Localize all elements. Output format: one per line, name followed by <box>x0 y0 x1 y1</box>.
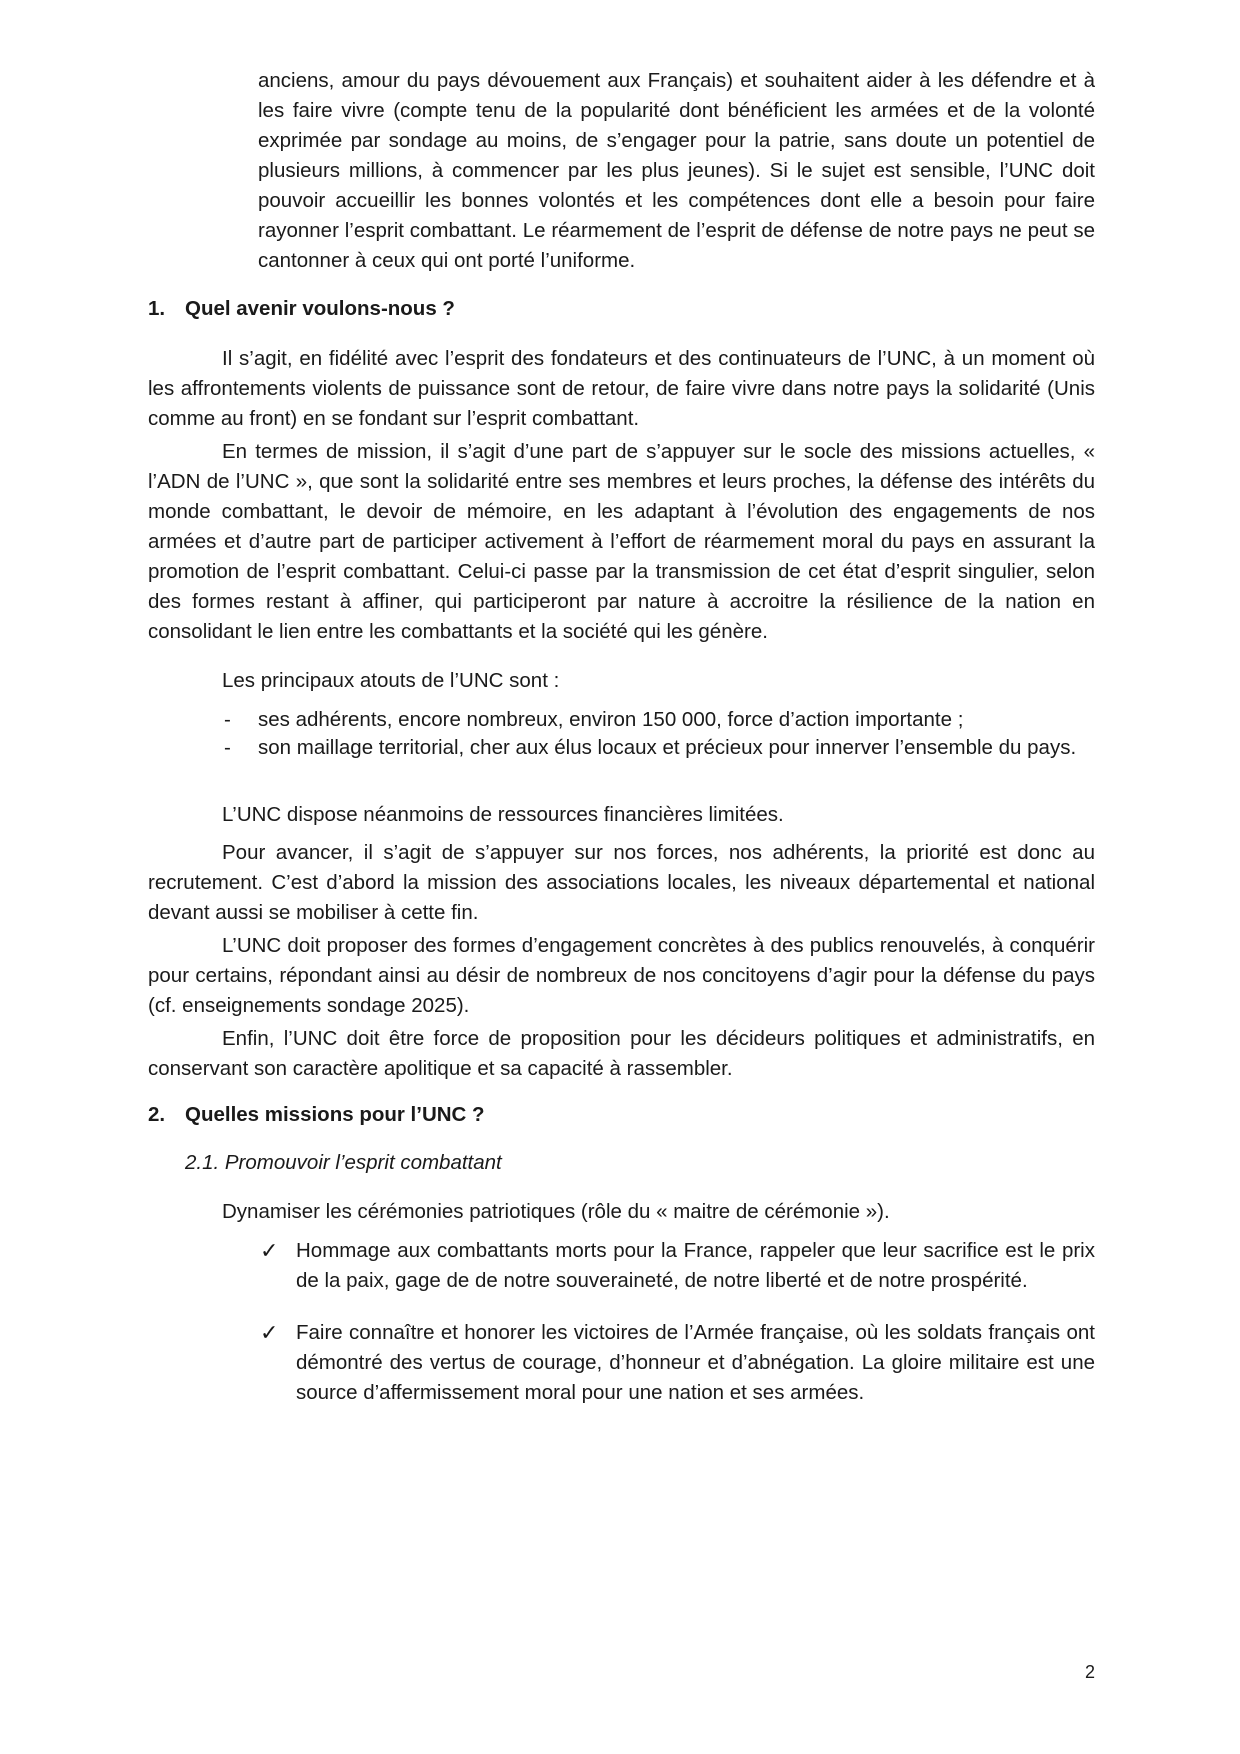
section-1-paragraph-5: Pour avancer, il s’agit de s’appuyer sur nos forces, nos adhérents, la priorité est donc au recrutement. C’est d’abord la mission des associations locales, les niveaux départemental et national devant aussi se mobiliser à cette fin. <box>148 841 1095 924</box>
subsection-2-1-title: 2.1. Promouvoir l’esprit combattant <box>185 1151 502 1174</box>
section-2-intro: Dynamiser les cérémonies patriotiques (rôle du « maitre de cérémonie »). <box>222 1200 890 1223</box>
check-icon: ✓ <box>260 1238 279 1263</box>
section-2-title: Quelles missions pour l’UNC ? <box>185 1103 485 1126</box>
list-item-text: ses adhérents, encore nombreux, environ 150 000, force d’action importante ; <box>258 708 964 731</box>
section-1-paragraph-7: Enfin, l’UNC doit être force de proposition pour les décideurs politiques et administratifs, en conservant son caractère apolitique et sa capacité à rassembler. <box>148 1027 1095 1080</box>
section-1-paragraph-1: Il s’agit, en fidélité avec l’esprit des fondateurs et des continuateurs de l’UNC, à un moment où les affrontements violents de puissance sont de retour, de faire vivre dans notre pays la solidarité (Unis comme au front) en se fondant sur l’esprit combattant. <box>148 347 1095 430</box>
section-1-paragraph-3: Les principaux atouts de l’UNC sont : <box>222 669 560 692</box>
dash-marker: - <box>224 736 231 759</box>
list-item <box>224 705 1095 735</box>
section-1-paragraph-2: En termes de mission, il s’agit d’une part de s’appuyer sur le socle des missions actuelles, « l’ADN de l’UNC », que sont la solidarité entre ses membres et leurs proches, la défense des intérêts du monde combattant, le devoir de mémoire, en les adaptant à l’évolution des engagements de nos armées et d’autre part de participer activement à l’effort de réarmement moral du pays en assurant la promotion de l’esprit combattant. Celui-ci passe par la transmission de cet état d’esprit singulier, selon des formes restant à affiner, qui participeront par nature à accroitre la résilience de la nation en consolidant le lien entre les combattants et la société qui les génère. <box>148 440 1095 643</box>
check-list-item-text: Faire connaître et honorer les victoires de l’Armée française, où les soldats français ont démontré des vertus de courage, d’honneur et d’abnégation. La gloire militaire est une source d’affermissement moral pour une nation et ses armées. <box>296 1321 1095 1404</box>
section-1-heading <box>148 294 455 324</box>
continuation-paragraph: anciens, amour du pays dévouement aux Français) et souhaitent aider à les défendre et à les faire vivre (compte tenu de la popularité dont bénéficient les armées et de la volonté exprimée par sondage au moins, de s’engager pour la patrie, sans doute un potentiel de plusieurs millions, à commencer par les plus jeunes). Si le sujet est sensible, l’UNC doit pouvoir accueillir les bonnes volontés et les compétences dont elle a besoin pour faire rayonner l’esprit combattant. Le réarmement de l’esprit de défense de notre pays ne peut se cantonner à ceux qui ont porté l’uniforme. <box>258 69 1095 272</box>
section-1-title: Quel avenir voulons-nous ? <box>185 297 455 320</box>
check-icon: ✓ <box>260 1320 279 1345</box>
section-1-number: 1. <box>148 297 166 320</box>
check-list-item-text: Hommage aux combattants morts pour la France, rappeler que leur sacrifice est le prix de la paix, gage de de notre souveraineté, de notre liberté et de notre prospérité. <box>296 1239 1095 1292</box>
page-number: 2 <box>1084 1662 1095 1682</box>
check-list-item <box>260 1236 1095 1296</box>
list-item-text: son maillage territorial, cher aux élus locaux et précieux pour innerver l’ensemble du pays. <box>258 736 1077 759</box>
section-1-paragraph-4: L’UNC dispose néanmoins de ressources financières limitées. <box>222 803 784 826</box>
check-list-item <box>260 1318 1095 1408</box>
section-2-number: 2. <box>148 1103 166 1126</box>
section-2-heading <box>148 1100 485 1130</box>
list-item <box>224 733 1095 763</box>
dash-marker: - <box>224 708 231 731</box>
section-1-paragraph-6: L’UNC doit proposer des formes d’engagement concrètes à des publics renouvelés, à conquérir pour certains, répondant ainsi au désir de nombreux de nos concitoyens d’agir pour la défense du pays (cf. enseignements sondage 2025). <box>148 934 1095 1017</box>
